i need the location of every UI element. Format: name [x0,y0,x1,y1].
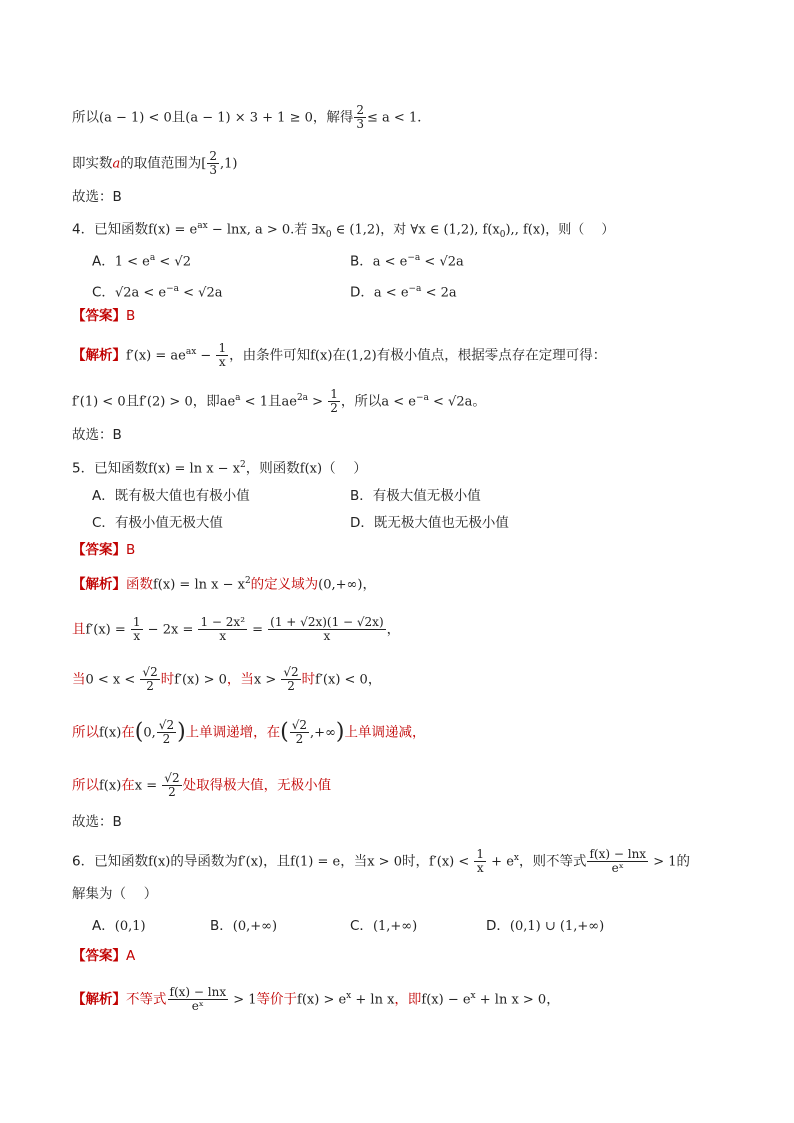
math: ),, f(x)，则（ ） [505,222,615,238]
math: f(x) = e [148,222,198,238]
analysis-5-line-4: 所以f(x)在(0, $\frac{√2}{2}$ )上单调递增，在( $\frac{√2}{2}$ ,+∞)上单调递减， [72,718,426,746]
option-a[interactable]: A．(0,1) [92,918,146,934]
option-c[interactable]: C．(1,+∞) [350,918,418,934]
analysis-4-line-2: f′(1) < 0且f′(2) > 0，即$ae^a < 1$且$ae^{2a}$ > $\frac{1}{2}$ ，所以$a < e^{-a} < √2a$。 [72,387,486,415]
math: [ [201,156,207,172]
math: (a − 1) × 3 + 1 ≥ 0 [185,110,313,126]
fraction: $\frac{f(x) - \ln x}{\text{eˣ}}$ [589,847,647,875]
option-d[interactable]: D．既无极大值也无极小值 [350,515,509,531]
fraction: $\frac{√2}{2}$ [164,771,180,799]
answer-6: 【答案】A [72,948,136,964]
solution-line-2 [72,150,237,177]
fraction: $\frac{(1 + √2x)(1 - √2x)}{x}$ [270,615,384,643]
option-a[interactable]: A．$1 < e^a < √2$ [92,253,191,270]
option-b[interactable]: B．(0,+∞) [210,918,278,934]
text: 即实数 [72,155,113,172]
fraction: $\frac{2}{3}$ [209,149,217,177]
math: − lnx, a > 0 [207,222,291,238]
sup: ax [197,221,208,231]
option-b[interactable]: B．$a < e^{-a} < √2a$ [350,253,464,270]
answer-4: 【答案】B [72,308,136,324]
choice-line: 故选：B [72,189,122,205]
variable: a [112,156,121,172]
fraction: $\frac{√2}{2}$ [283,665,299,693]
analysis-5-line-5: 所以f(x)在x = $\frac{√2}{2}$ 处取得极大值，无极小值 [72,771,332,799]
sub: 0 [499,230,506,241]
option-d[interactable]: D．(0,1) ∪ (1,+∞) [486,918,605,934]
analysis-4-line-1: 【解析】$f'(x) = ae^{ax}$ − $\frac{1}{x}$ ，由条件可知f(x)在(1,2)有极小值点，根据零点存在定理可得： [72,341,607,369]
option-c[interactable]: C．有极小值无极大值 [92,515,223,531]
solution-line-1 [72,104,431,131]
math: ,1) [219,156,238,172]
analysis-5-line-3: 当0 < x < $\frac{√2}{2}$ 时f′(x) > 0，当x > $\frac{√2}{2}$ 时f′(x) < 0， [72,665,382,693]
math: ∈ (1,2)，对 ∀x ∈ (1,2), f(x [331,222,500,238]
analysis-5-line-2: 且f′(x) = $\frac{1}{x}$ − 2x = $\frac{\text{1 − 2x²}}{x}$ = $\frac{(1 + √2x)(1 - √2x)}{x}$ ， [72,615,401,643]
text: ． [417,109,431,126]
fraction: $\frac{f(x) - \ln x}{\text{eˣ}}$ [169,985,227,1013]
fraction: $\frac{√2}{2}$ [158,718,175,746]
tag: 【解析】 [72,347,126,364]
fraction: $\frac{1}{x}$ [132,615,141,643]
math: .若 ∃x [290,222,326,238]
analysis-5-line-1: 【解析】函数$f(x) = \ln x - x^2$的定义域为(0,+∞)， [72,576,376,593]
question-6-cont: 解集为（ ） [72,886,158,902]
fraction: $\frac{1}{2}$ [330,387,338,415]
text: 且 [171,109,186,126]
option-b[interactable]: B．有极大值无极小值 [350,488,481,504]
fraction: $\frac{√2}{2}$ [142,665,158,693]
fraction: $\frac{√2}{2}$ [291,718,308,746]
option-c[interactable]: C．$√2a < e^{-a} < √2a$ [92,284,223,301]
text: 所以 [72,109,99,126]
sub: 0 [325,230,332,241]
option-a[interactable]: A．既有极大值也有极小值 [92,488,250,504]
math: ≤ a < 1 [367,110,418,126]
analysis-6-line-1: 【解析】不等式 $\frac{f(x) - \ln x}{\text{eˣ}}$ > 1等价于$f(x) > e^x + \ln x$，即$f(x) - e^x + \ln x > 0$， [72,985,560,1013]
text: ，解得 [312,109,354,126]
fraction: $\frac{1}{x}$ [218,341,227,369]
fraction: $\frac{1}{x}$ [476,847,485,875]
choice-line: 故选：B [72,814,122,830]
option-d[interactable]: D．$a < e^{-a} < 2a$ [350,284,457,301]
answer-5: 【答案】B [72,542,136,558]
text: 的取值范围为 [120,155,202,172]
question-6: 6．已知函数f(x)的导函数为f′(x)，且f(1) = e，当x > 0时，f′(x) < $\frac{1}{x}$ + $e^x$，则不等式 $\frac{f(x) - \ln x}{\text{eˣ}}$ > 1的 [72,847,690,875]
text: 4．已知函数 [72,221,149,238]
choice-line: 故选：B [72,427,122,443]
math: (a − 1) < 0 [99,110,172,126]
fraction: $\frac{2}{3}$ [356,103,365,131]
question-4 [72,216,614,245]
fraction: $\frac{\text{1 − 2x²}}{x}$ [200,615,245,643]
question-5: 5．已知函数$f(x) = \ln x - x^2$，则函数f(x)（ ） [72,460,367,477]
